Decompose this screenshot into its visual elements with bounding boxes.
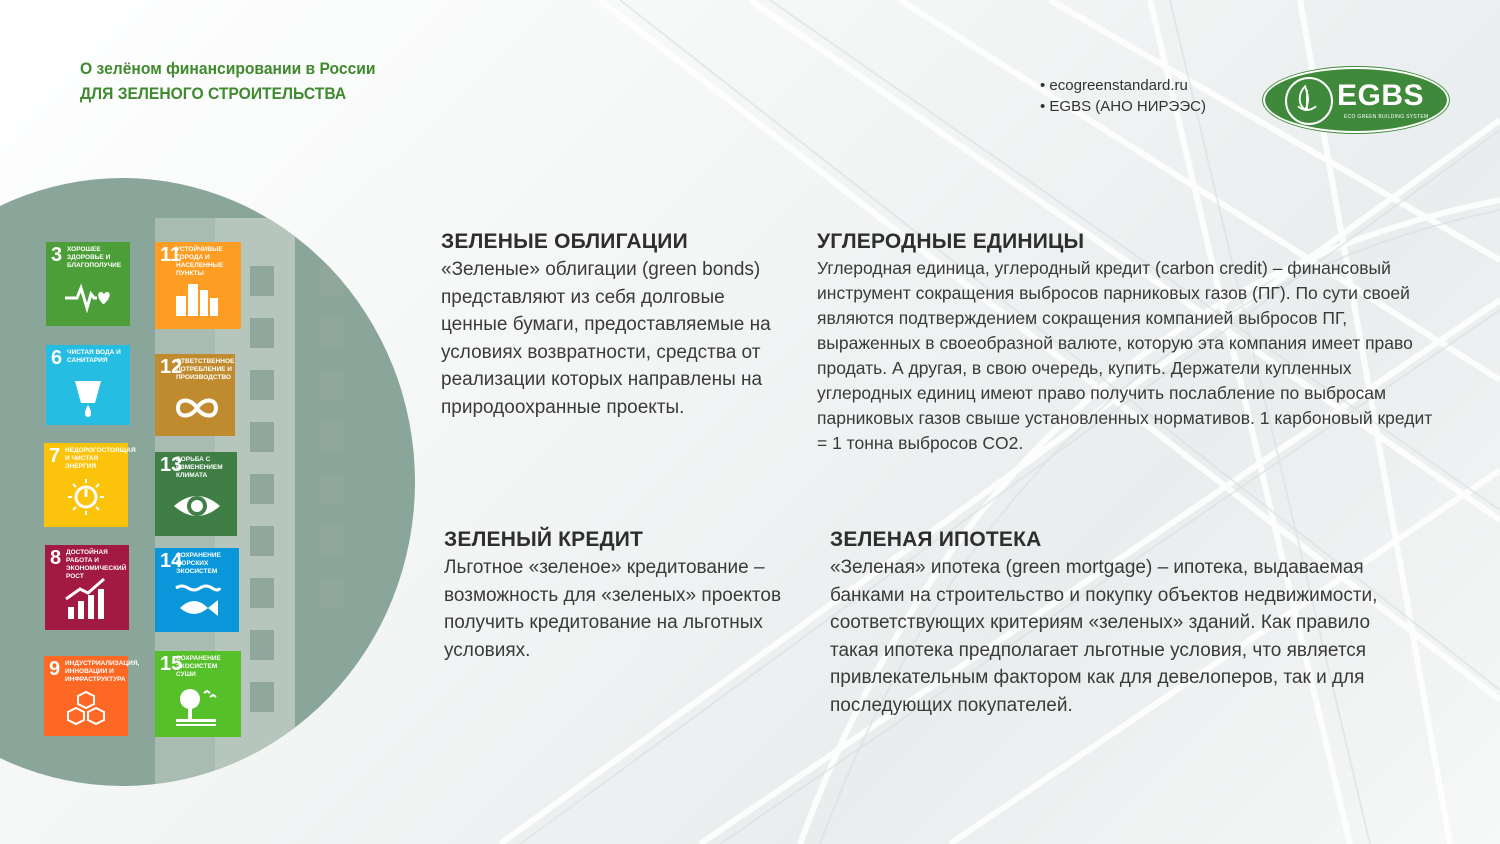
building-window <box>250 370 274 400</box>
section-text: «Зеленая» ипотека (green mortgage) – ипотека, выдаваемая банками на строительство и покупку объектов недвижимости, соответствующих критериям «зеленых» зданий. Как правило такая ипотека предполагает льготные условия, что является привлекательным фактором как для девелоперов, так и для последующих покупателей. <box>830 557 1378 716</box>
sdg-tile-11 <box>155 242 241 329</box>
sdg-tile-15 <box>155 651 241 737</box>
sdg-number: 6 <box>51 347 63 369</box>
sdg-label: ДОСТОЙНАЯ РАБОТА И ЭКОНОМИЧЕСКИЙ РОСТ <box>66 549 127 580</box>
sdg-tile-3 <box>46 242 130 326</box>
sdg-tile-7 <box>44 443 136 527</box>
sdg-tile-6 <box>46 345 130 425</box>
section-title: УГЛЕРОДНЫЕ ЕДИНИЦЫ <box>817 230 1085 253</box>
section-title: ЗЕЛЕНЫЙ КРЕДИТ <box>444 528 644 551</box>
section-green-credit <box>444 528 799 664</box>
city-icon <box>172 274 222 318</box>
heartbeat-icon <box>63 274 113 318</box>
water-drop-icon <box>63 377 113 421</box>
section-carbon-units <box>817 230 1445 456</box>
fish-icon <box>172 580 222 624</box>
building-window <box>320 474 344 504</box>
sdg-label: БОРЬБА С ИЗМЕНЕНИЕМ КЛИМАТА <box>176 456 223 479</box>
section-green-bonds <box>441 230 791 421</box>
leaf-emblem-icon <box>1285 77 1333 125</box>
website-link[interactable]: • ecogreenstandard.ru <box>1040 77 1188 94</box>
section-title: ЗЕЛЕНЫЕ ОБЛИГАЦИИ <box>441 230 688 253</box>
eye-globe-icon <box>172 484 222 528</box>
sdg-label: ОТВЕТСТВЕННОЕ ПОТРЕБЛЕНИЕ И ПРОИЗВОДСТВО <box>176 358 235 381</box>
sun-power-icon <box>61 475 111 519</box>
sdg-label: СОХРАНЕНИЕ МОРСКИХ ЭКОСИСТЕМ <box>176 552 221 575</box>
sdg-number: 7 <box>49 445 61 467</box>
logo-brand: EGBS <box>1337 79 1425 112</box>
sdg-label: ИНДУСТРИАЛИЗАЦИЯ, ИННОВАЦИИ И ИНФРАСТРУКТУРА <box>65 660 140 683</box>
section-text: Льготное «зеленое» кредитование – возможность для «зеленых» проектов получить кредитование на льготных условиях. <box>444 557 782 661</box>
sdg-number: 12 <box>160 356 183 378</box>
sdg-number: 8 <box>50 547 62 569</box>
sdg-tile-12 <box>155 354 235 436</box>
sdg-tile-9 <box>44 656 140 736</box>
infinity-icon <box>172 386 222 430</box>
sdg-number: 13 <box>160 454 183 476</box>
sdg-number: 11 <box>160 244 182 266</box>
cubes-icon <box>61 688 111 732</box>
sdg-label: СОХРАНЕНИЕ ЭКОСИСТЕМ СУШИ <box>176 655 221 678</box>
sdg-label: ЧИСТАЯ ВОДА И САНИТАРИЯ <box>67 349 121 364</box>
building-window <box>320 526 344 556</box>
growth-chart-icon <box>62 577 112 621</box>
sdg-label: ХОРОШЕЕ ЗДОРОВЬЕ И БЛАГОПОЛУЧИЕ <box>67 246 122 269</box>
sdg-number: 9 <box>49 658 61 680</box>
logo-subtitle: ECO GREEN BUILDING SYSTEM <box>1344 114 1429 120</box>
building-window <box>250 422 274 452</box>
sdg-label: НЕДОРОГОСТОЯЩАЯ И ЧИСТАЯ ЭНЕРГИЯ <box>65 447 136 470</box>
building-window <box>250 266 274 296</box>
building-window <box>250 318 274 348</box>
egbs-logo <box>1263 67 1449 133</box>
section-text: Углеродная единица, углеродный кредит (carbon credit) – финансовый инструмент сокращения выбросов парниковых газов (ПГ). По сути своей являются подтверждением сокращения компанией выбросов ПГ, выраженных в своеобразной валюте, которую эта компания имеет право продать. А другая, в свою очередь, купить. Держатели купленных углеродных единиц имеют право получить послабление по выбросам парниковых газов свыше установленных нормативов. 1 карбоновый кредит = 1 тонна выбросов CO2. <box>817 258 1433 453</box>
building-window <box>250 630 274 660</box>
building-window <box>250 526 274 556</box>
building-window <box>250 578 274 608</box>
tree-icon <box>172 683 222 727</box>
building-window <box>320 422 344 452</box>
sdg-number: 14 <box>160 550 183 572</box>
sdg-label: УСТОЙЧИВЫЕ ГОРОДА И НАСЕЛЕННЫЕ ПУНКТЫ <box>176 246 224 277</box>
header-line-1: О зелёном финансировании в России <box>80 59 376 78</box>
sdg-number: 3 <box>51 244 63 266</box>
sdg-number: 15 <box>160 653 183 675</box>
building-window <box>320 578 344 608</box>
building-window <box>250 682 274 712</box>
building-window <box>250 474 274 504</box>
building-window <box>320 318 344 348</box>
sdg-tile-13 <box>155 452 237 536</box>
org-link[interactable]: • EGBS (АНО НИРЭЭС) <box>1040 98 1206 115</box>
section-text: «Зеленые» облигации (green bonds) представляют из себя долговые ценные бумаги, предоставляемые на условиях возвратности, средства от реализации которых направлены на природоохранные проекты. <box>441 259 771 418</box>
sdg-tile-8 <box>45 545 129 630</box>
header-line-2: ДЛЯ ЗЕЛЕНОГО СТРОИТЕЛЬСТВА <box>80 84 347 103</box>
section-title: ЗЕЛЕНАЯ ИПОТЕКА <box>830 528 1042 551</box>
sdg-tile-14 <box>155 548 239 632</box>
header-title <box>80 56 401 106</box>
contact-links <box>1040 75 1206 117</box>
building-window <box>320 370 344 400</box>
section-green-mortgage <box>830 528 1420 719</box>
building-window <box>320 266 344 296</box>
